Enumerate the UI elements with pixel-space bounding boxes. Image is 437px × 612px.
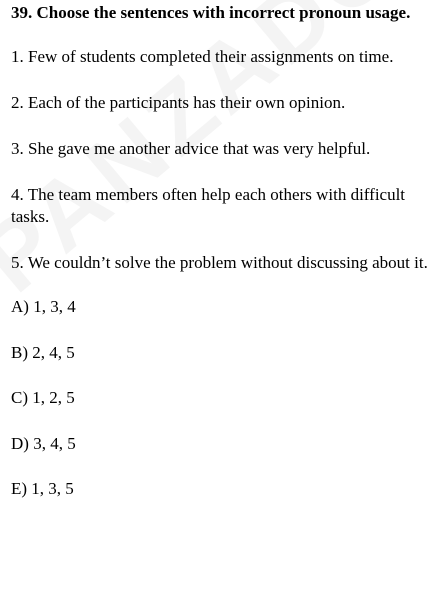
option-b[interactable]: B) 2, 4, 5 <box>11 342 75 362</box>
statement-4: 4. The team members often help each others with difficult tasks. <box>11 185 406 226</box>
option-e[interactable]: E) 1, 3, 5 <box>11 479 74 498</box>
option-d[interactable]: D) 3, 4, 5 <box>11 433 76 453</box>
option-c[interactable]: C) 1, 2, 5 <box>11 388 75 407</box>
question-title: 39. Choose the sentences with incorrect pronoun usage. <box>11 3 411 22</box>
statement-5: 5. We couldn’t solve the problem without discussing about it. <box>11 253 428 272</box>
statement-3: 3. She gave me another advice that was very helpful. <box>11 139 371 158</box>
option-a[interactable]: A) 1, 3, 4 <box>11 297 76 316</box>
statement-1: 1. Few of students completed their assignments on time. <box>11 47 394 66</box>
statement-list <box>11 46 431 274</box>
question-block <box>11 2 431 524</box>
answer-options <box>11 296 431 500</box>
statement-2: 2. Each of the participants has their own opinion. <box>11 93 346 112</box>
